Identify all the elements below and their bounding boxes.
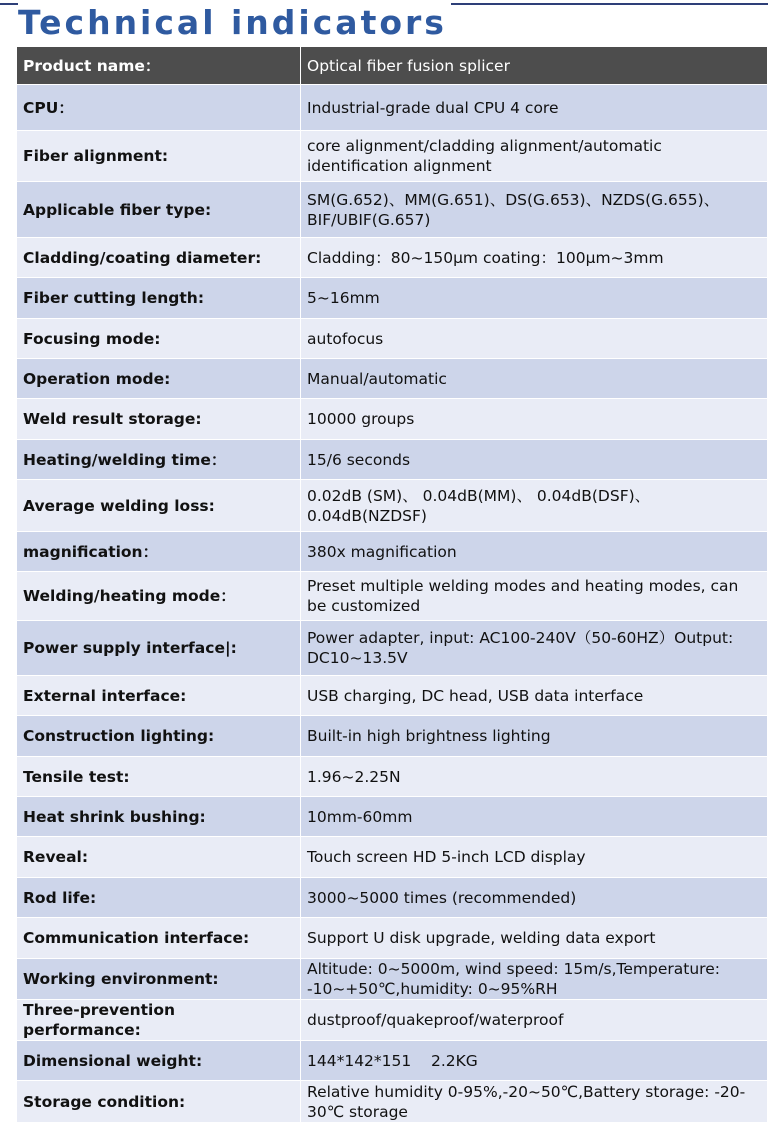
row-label: Welding/heating mode： [17,572,301,621]
table-row [17,757,768,797]
table-row [17,676,768,716]
table-row [17,182,768,238]
row-label: Storage condition: [17,1081,301,1123]
row-value: Built-in high brightness lighting [301,716,768,757]
row-value: dustproof/quakeproof/waterproof [301,1000,768,1041]
header-label: Product name： [17,47,301,85]
row-label: Construction lighting: [17,716,301,757]
table-row [17,532,768,572]
table-row [17,238,768,278]
table-row [17,319,768,359]
table-row [17,837,768,878]
row-value: 380x magnification [301,532,768,572]
row-label: Cladding/coating diameter: [17,238,301,278]
table-row [17,716,768,757]
table-row [17,480,768,532]
table-row [17,797,768,837]
row-label: External interface: [17,676,301,716]
row-value: 15/6 seconds [301,440,768,480]
row-label: Focusing mode: [17,319,301,359]
row-value: autofocus [301,319,768,359]
row-value: Touch screen HD 5-inch LCD display [301,837,768,878]
row-value: Support U disk upgrade, welding data export [301,918,768,959]
table-row [17,918,768,959]
row-label: Applicable fiber type: [17,182,301,238]
row-value: SM(G.652)、MM(G.651)、DS(G.653)、NZDS(G.655)、BIF/UBIF(G.657) [301,182,768,238]
row-value: Power adapter, input: AC100-240V（50-60HZ）Output: DC10~13.5V [301,621,768,676]
row-label: Dimensional weight: [17,1041,301,1081]
table-row [17,1081,768,1123]
table-row [17,440,768,480]
table-row [17,399,768,440]
row-value: 0.02dB (SM)、 0.04dB(MM)、 0.04dB(DSF)、 0.04dB(NZDSF) [301,480,768,532]
spec-table [16,46,768,1123]
row-label: Operation mode: [17,359,301,399]
row-label: Average welding loss: [17,480,301,532]
row-label: magnification： [17,532,301,572]
table-row [17,959,768,1000]
row-value: Altitude: 0~5000m, wind speed: 15m/s,Temperature: -10~+50℃,humidity: 0~95%RH [301,959,768,1000]
row-label: Three-prevention performance: [17,1000,301,1041]
row-label: Reveal: [17,837,301,878]
table-row [17,621,768,676]
row-value: 10000 groups [301,399,768,440]
row-value: core alignment/cladding alignment/automatic identification alignment [301,131,768,182]
table-row [17,878,768,918]
table-row [17,1041,768,1081]
row-value: Manual/automatic [301,359,768,399]
row-value: 1.96~2.25N [301,757,768,797]
row-value: 3000~5000 times (recommended) [301,878,768,918]
table-row [17,1000,768,1041]
page-title: Technical indicators [18,2,451,44]
row-label: Weld result storage: [17,399,301,440]
row-label: Rod life: [17,878,301,918]
row-label: Heat shrink bushing: [17,797,301,837]
row-value: 5~16mm [301,278,768,319]
row-value: Cladding：80~150μm coating：100μm~3mm [301,238,768,278]
table-row [17,85,768,131]
table-row [17,359,768,399]
row-label: Working environment: [17,959,301,1000]
header-value: Optical fiber fusion splicer [301,47,768,85]
row-label: Fiber cutting length: [17,278,301,319]
row-label: Power supply interface|: [17,621,301,676]
row-value: 10mm-60mm [301,797,768,837]
table-row [17,278,768,319]
row-value: USB charging, DC head, USB data interface [301,676,768,716]
table-header-row [17,47,768,85]
row-label: Tensile test: [17,757,301,797]
row-value: Preset multiple welding modes and heating modes, can be customized [301,572,768,621]
row-label: Communication interface: [17,918,301,959]
row-label: Heating/welding time： [17,440,301,480]
row-value: 144*142*151 2.2KG [301,1041,768,1081]
table-row [17,131,768,182]
table-row [17,572,768,621]
row-label: Fiber alignment: [17,131,301,182]
row-value: Industrial-grade dual CPU 4 core [301,85,768,131]
row-value: Relative humidity 0-95%,-20~50℃,Battery storage: -20-30℃ storage [301,1081,768,1123]
row-label: CPU： [17,85,301,131]
